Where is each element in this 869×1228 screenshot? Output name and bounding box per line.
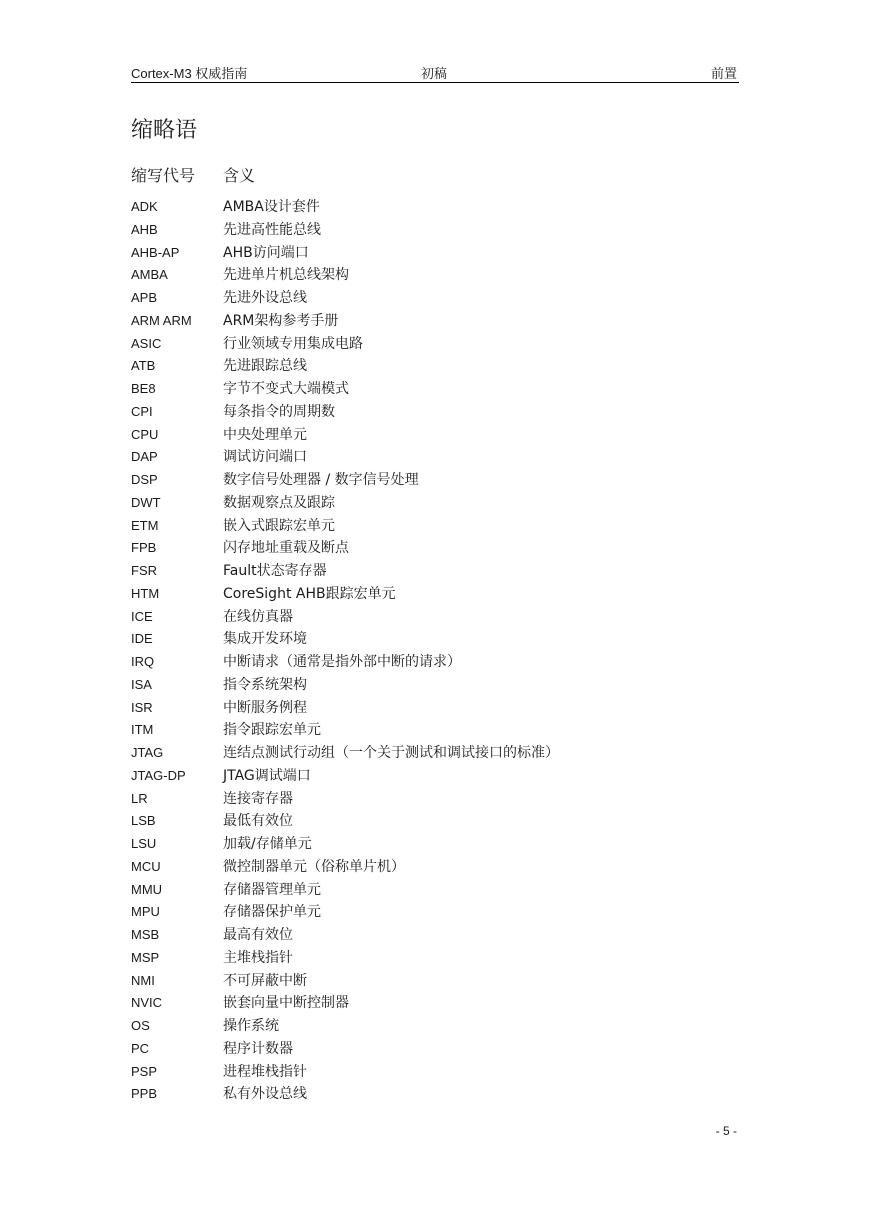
abbreviation: DWT: [131, 494, 161, 510]
abbreviation: MSP: [131, 949, 160, 965]
abbreviation: ADK: [131, 199, 158, 214]
abbreviation: LSU: [131, 836, 157, 851]
meaning: 调试访问端口: [223, 449, 307, 466]
list-item: [131, 401, 731, 424]
list-item: [131, 765, 731, 788]
abbreviation: IRQ: [131, 654, 155, 669]
abbreviation: CPU: [131, 426, 159, 442]
list-item: [131, 355, 731, 378]
meaning: 先进高性能总线: [223, 221, 321, 238]
page-title: 缩略语: [131, 118, 198, 143]
list-item: [131, 970, 731, 993]
list-item: [131, 469, 731, 492]
meaning: 嵌入式跟踪宏单元: [223, 517, 335, 534]
abbreviation: LR: [131, 790, 148, 806]
list-item: [131, 810, 731, 833]
abbreviation: ISA: [131, 676, 152, 692]
column-header-meaning: 含义: [223, 166, 256, 185]
meaning: 中断服务例程: [223, 699, 307, 716]
header-draft-label: 初稿: [421, 66, 448, 81]
abbreviation: ARM ARM: [131, 312, 192, 328]
abbreviation: NMI: [131, 972, 155, 988]
list-item: [131, 901, 731, 924]
list-item: [131, 264, 731, 287]
list-item: [131, 719, 731, 742]
meaning: 先进跟踪总线: [223, 358, 307, 375]
list-item: [131, 333, 731, 356]
list-item: [131, 856, 731, 879]
abbreviation: FSR: [131, 563, 157, 578]
meaning: 指令系统架构: [223, 676, 307, 693]
abbreviation: PC: [131, 1040, 150, 1056]
list-item: [131, 833, 731, 856]
header-book-title: Cortex-M3 权威指南: [131, 66, 248, 81]
meaning: 程序计数器: [223, 1040, 293, 1057]
meaning: 集成开发环境: [223, 631, 307, 648]
meaning: Fault状态寄存器: [223, 563, 327, 579]
list-item: [131, 560, 731, 583]
list-item: [131, 992, 731, 1015]
abbreviation: JTAG-DP: [131, 767, 186, 783]
meaning: 每条指令的周期数: [223, 403, 335, 420]
abbreviation: FPB: [131, 540, 157, 556]
meaning: 嵌套向量中断控制器: [223, 995, 349, 1012]
list-item: [131, 1015, 731, 1038]
meaning: 连结点测试行动组（一个关于测试和调试接口的标准）: [223, 745, 559, 761]
meaning: JTAG调试端口: [223, 767, 311, 784]
page-header: [131, 60, 739, 83]
list-item: [131, 287, 731, 310]
abbreviation: HTM: [131, 585, 160, 601]
abbreviation: ISR: [131, 699, 153, 715]
meaning: 先进单片机总线架构: [223, 267, 349, 284]
list-item: [131, 697, 731, 720]
meaning: 进程堆栈指针: [223, 1063, 307, 1080]
list-item: [131, 742, 731, 765]
abbreviation: OS: [131, 1018, 150, 1033]
list-item: [131, 378, 731, 401]
list-item: [131, 492, 731, 515]
meaning: 操作系统: [223, 1018, 279, 1034]
list-item: [131, 674, 731, 697]
abbreviation: LSB: [131, 813, 156, 829]
list-item: [131, 424, 731, 447]
meaning: CoreSight AHB跟踪宏单元: [223, 585, 396, 602]
abbreviation: MCU: [131, 858, 161, 874]
abbreviation: DAP: [131, 449, 158, 465]
meaning: 指令跟踪宏单元: [223, 722, 321, 739]
meaning: 中断请求（通常是指外部中断的请求）: [223, 654, 461, 670]
list-item: [131, 1083, 731, 1106]
abbreviation: DSP: [131, 472, 158, 487]
list-item: [131, 1061, 731, 1084]
meaning: 连接寄存器: [223, 790, 293, 807]
abbreviation: ASIC: [131, 335, 162, 351]
meaning: 私有外设总线: [223, 1086, 307, 1103]
meaning: 数字信号处理器 / 数字信号处理: [223, 472, 419, 488]
list-item: [131, 219, 731, 242]
list-item: [131, 628, 731, 651]
list-item: [131, 310, 731, 333]
list-item: [131, 606, 731, 629]
abbreviation: AHB: [131, 221, 158, 237]
list-item: [131, 879, 731, 902]
meaning: 行业领域专用集成电路: [223, 335, 363, 352]
meaning: 闪存地址重载及断点: [223, 540, 349, 557]
list-item: [131, 947, 731, 970]
meaning: 不可屏蔽中断: [223, 972, 307, 989]
meaning: 加载/存储单元: [223, 836, 312, 852]
meaning: 在线仿真器: [223, 608, 293, 625]
meaning: 数据观察点及跟踪: [223, 494, 335, 511]
list-item: [131, 924, 731, 947]
abbreviation: IDE: [131, 631, 153, 647]
meaning: 字节不变式大端模式: [223, 381, 349, 397]
abbreviation: AHB-AP: [131, 244, 180, 260]
abbreviation: CPI: [131, 403, 153, 419]
list-item: [131, 446, 731, 469]
meaning: AHB访问端口: [223, 244, 309, 261]
list-item: [131, 583, 731, 606]
abbreviation: ATB: [131, 358, 156, 374]
abbreviation: ICE: [131, 608, 153, 624]
meaning: 先进外设总线: [223, 290, 307, 306]
list-item: [131, 788, 731, 811]
abbreviation: APB: [131, 290, 158, 305]
meaning: 微控制器单元（俗称单片机）: [223, 858, 405, 875]
meaning: 主堆栈指针: [223, 949, 293, 966]
meaning: ARM架构参考手册: [223, 312, 339, 329]
abbreviation: PPB: [131, 1086, 158, 1102]
header-section-label: 前置: [710, 66, 737, 81]
column-header-abbr: 缩写代号: [131, 166, 196, 185]
meaning: 存储器保护单元: [223, 904, 321, 921]
abbreviation: MMU: [131, 881, 163, 897]
list-item: [131, 1038, 731, 1061]
abbreviation-list: [131, 196, 731, 1106]
abbreviation: ITM: [131, 722, 154, 738]
meaning: 中央处理单元: [223, 426, 307, 443]
abbreviation: BE8: [131, 381, 156, 396]
abbreviation: ETM: [131, 517, 159, 533]
meaning: 最高有效位: [223, 927, 293, 943]
abbreviation: PSP: [131, 1063, 158, 1079]
meaning: 最低有效位: [223, 813, 293, 830]
list-item: [131, 515, 731, 538]
meaning: AMBA设计套件: [223, 199, 320, 215]
list-item: [131, 242, 731, 265]
list-item: [131, 196, 731, 219]
abbreviation: JTAG: [131, 745, 164, 760]
abbreviation: MPU: [131, 904, 160, 920]
list-item: [131, 651, 731, 674]
meaning: 存储器管理单元: [223, 881, 321, 898]
abbreviation: MSB: [131, 927, 160, 942]
abbreviation: AMBA: [131, 267, 168, 283]
page-number: - 5 -: [715, 1124, 737, 1138]
list-item: [131, 537, 731, 560]
abbreviation: NVIC: [131, 995, 163, 1011]
